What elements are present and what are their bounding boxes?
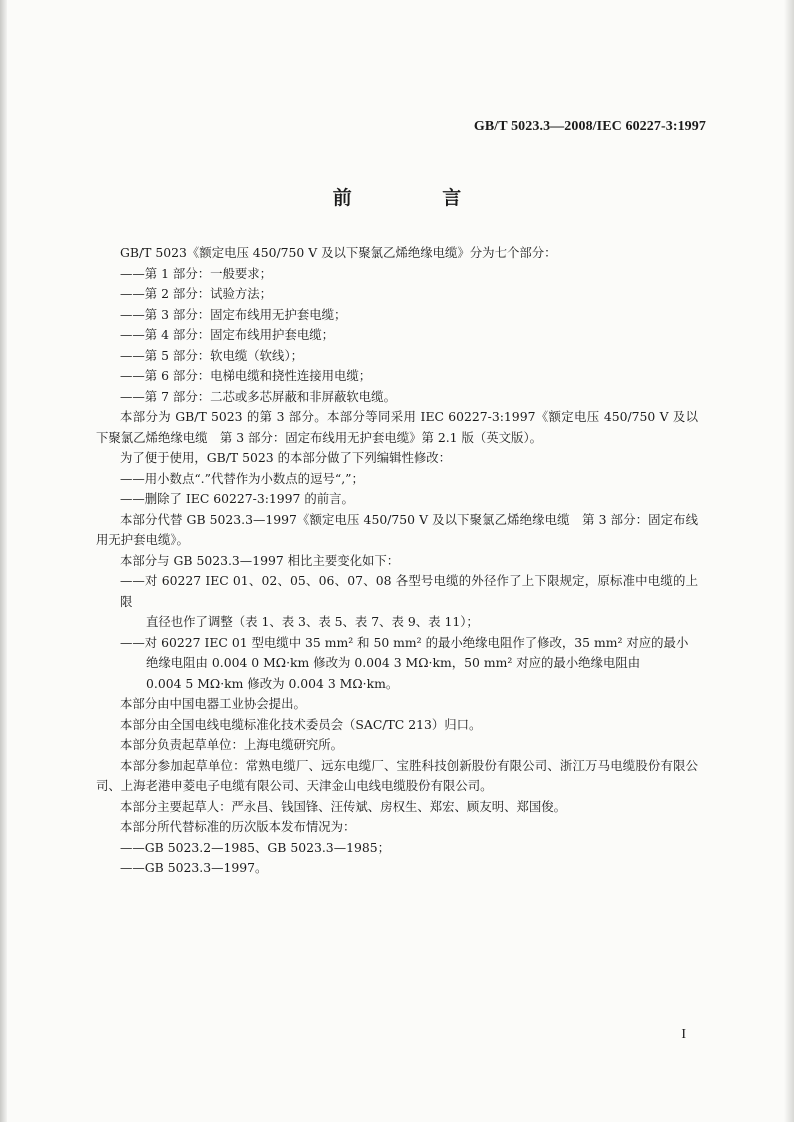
list-item: ——第 1 部分：一般要求；: [120, 265, 273, 281]
list-item-continuation: 绝缘电阻由 0.004 0 MΩ·km 修改为 0.004 3 MΩ·km，50 mm² 对应的最小绝缘电阻由: [146, 655, 641, 670]
document-body: [96, 243, 698, 879]
list-item: ——第 2 部分：试验方法；: [120, 286, 273, 301]
list-item: ——GB 5023.3—1997。: [120, 860, 268, 875]
list-item-continuation: 0.004 5 MΩ·km 修改为 0.004 3 MΩ·km。: [146, 675, 399, 691]
list-item: ——删除了 IEC 60227-3:1997 的前言。: [120, 491, 354, 506]
paragraph-replaces: 本部分代替 GB 5023.3—1997《额定电压 450/750 V 及以下聚氯乙烯绝缘电缆 第 3 部分：固定布线用无护套电缆》。: [96, 511, 698, 547]
paragraph-history: 本部分所代替标准的历次版本发布情况为：: [120, 819, 356, 834]
list-item: ——第 6 部分：电梯电缆和挠性连接用电缆；: [120, 368, 372, 383]
list-item: ——对 60227 IEC 01 型电缆中 35 mm² 和 50 mm² 的最小绝缘电阻作了修改，35 mm² 对应的最小: [120, 634, 689, 650]
standard-code: GB/T 5023.3—2008/IEC 60227-3:1997: [473, 119, 706, 134]
page-title: 前 言: [332, 187, 504, 209]
list-item-continuation: 直径也作了调整（表 1、表 3、表 5、表 7、表 9、表 11）；: [146, 614, 479, 629]
paragraph-changes: 本部分与 GB 5023.3—1997 相比主要变化如下：: [120, 552, 400, 568]
list-item: ——对 60227 IEC 01、02、05、06、07、08 各型号电缆的外径作了上下限规定，原标准中电缆的上限: [120, 573, 698, 609]
paragraph-intro: GB/T 5023《额定电压 450/750 V 及以下聚氯乙烯绝缘电缆》分为七个部分：: [120, 245, 557, 260]
list-item: ——用小数点“.”代替作为小数点的逗号“,”；: [120, 470, 364, 486]
list-item: ——第 3 部分：固定布线用无护套电缆；: [120, 306, 347, 322]
list-item: ——GB 5023.2—1985、GB 5023.3—1985；: [120, 839, 391, 855]
paragraph-adoption: 本部分为 GB/T 5023 的第 3 部分。本部分等同采用 IEC 60227-3:1997《额定电压 450/750 V 及以下聚氯乙烯绝缘电缆 第 3 部分：固定布线用无护套电缆》第 2.1 版（英文版）。: [96, 409, 698, 445]
paragraph-edits: 为了便于使用，GB/T 5023 的本部分做了下列编辑性修改：: [120, 450, 452, 465]
paragraph-drafting-unit: 本部分负责起草单位：上海电缆研究所。: [120, 737, 344, 752]
page-number: I: [681, 1027, 686, 1042]
list-item: ——第 7 部分：二芯或多芯屏蔽和非屏蔽软电缆。: [120, 388, 396, 404]
list-item: ——第 4 部分：固定布线用护套电缆；: [120, 327, 335, 342]
paragraph-proposer: 本部分由中国电器工业协会提出。: [120, 696, 306, 711]
list-item: ——第 5 部分：软电缆（软线）；: [120, 347, 304, 363]
paragraph-participants: 本部分参加起草单位：常熟电缆厂、远东电缆厂、宝胜科技创新股份有限公司、浙江万马电缆股份有限公司、上海老港申菱电子电缆有限公司、天津金山电线电缆股份有限公司。: [96, 757, 698, 793]
paragraph-committee: 本部分由全国电线电缆标准化技术委员会（SAC/TC 213）归口。: [120, 716, 482, 732]
paragraph-drafters: 本部分主要起草人：严永昌、钱国锋、汪传斌、房权生、郑宏、顾友明、郑国俊。: [120, 798, 567, 814]
